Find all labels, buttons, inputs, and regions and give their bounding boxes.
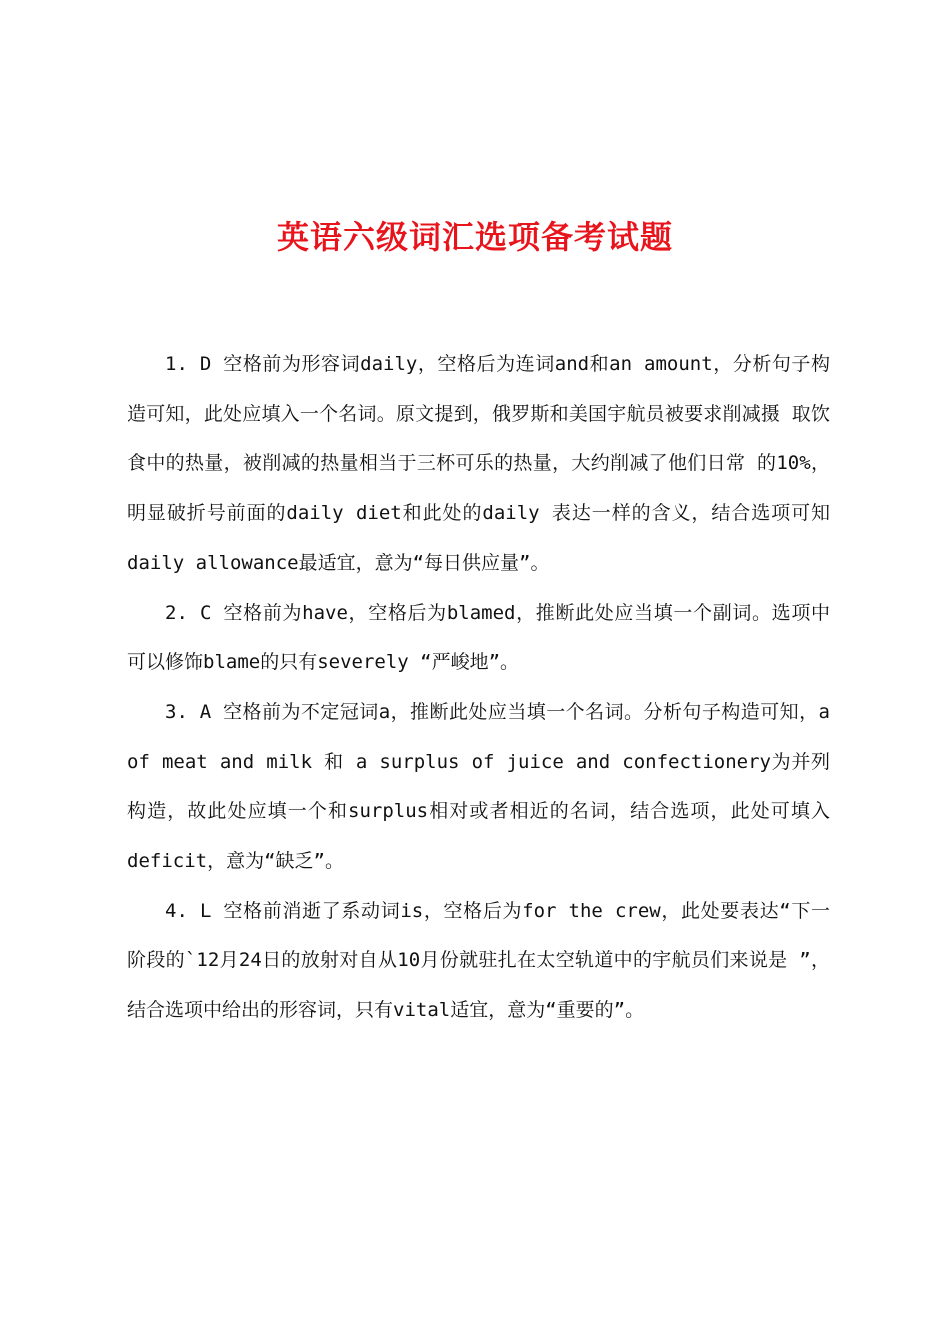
document-body <box>127 340 830 1036</box>
document-title: 英语六级词汇选项备考试题 <box>276 218 673 256</box>
answer-paragraph-1: 1. D 空格前为形容词daily，空格后为连词and和an amount，分析句子构造可知，此处应填入一个名词。原文提到，俄罗斯和美国宇航员被要求削减摄 取饮食中的热量，被削减的热量相当于三杯可乐的热量，大约削减了他们日常 的10%，明显破折号前面的daily diet和此处的daily 表达一样的含义，结合选项可知daily allowance最适宜，意为“每日供应量”。 <box>127 353 830 574</box>
answer-paragraph-4: 4. L 空格前消逝了系动词is，空格后为for the crew，此处要表达“下一阶段的`12月24日的放射对自从10月份就驻扎在太空轨道中的宇航员们来说是 ”，结合选项中给出的形容词，只有vital适宜，意为“重要的”。 <box>127 899 830 1022</box>
answer-paragraph-3: 3. A 空格前为不定冠词a，推断此处应当填一个名词。分析句子构造可知，a of meat and milk 和 a surplus of juice and confectionery为并列构造，故此处应填一个和surplus相对或者相近的名词，结合选项，此处可填入 deficit，意为“缺乏”。 <box>127 700 830 873</box>
answer-paragraph-2: 2. C 空格前为have，空格后为blamed，推断此处应当填一个副词。选项中可以修饰blame的只有severely “严峻地”。 <box>127 601 830 674</box>
